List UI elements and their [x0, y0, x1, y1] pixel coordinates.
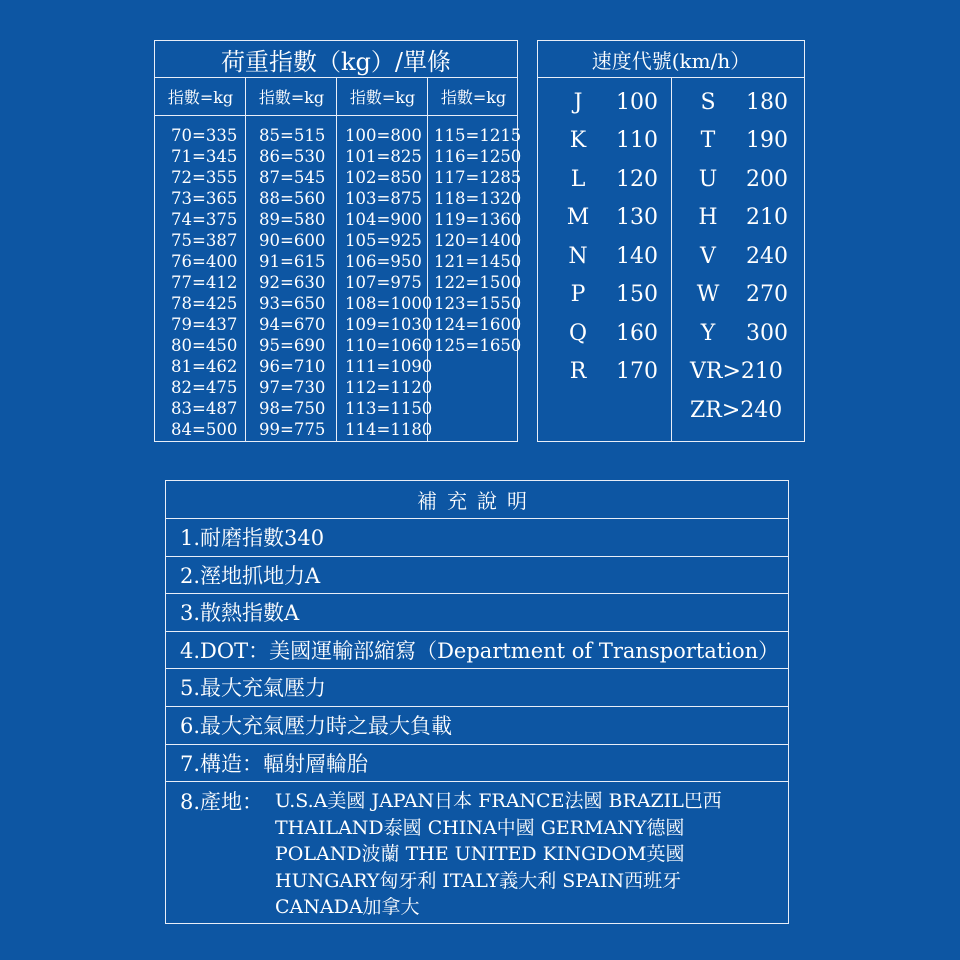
- load-index-header: 指數=kg: [167, 87, 234, 107]
- speed-code: N: [568, 243, 588, 269]
- speed-value: 160: [616, 320, 658, 346]
- speed-value: 140: [616, 243, 658, 269]
- origin-line: CANADA加拿大: [275, 896, 420, 918]
- load-index-entry: 102=850: [345, 168, 422, 187]
- speed-value: 180: [746, 89, 788, 115]
- speed-rating-row: [688, 122, 788, 160]
- speed-code: U: [698, 166, 718, 192]
- speed-code: H: [698, 205, 718, 230]
- load-index-entry: 105=925: [345, 231, 422, 250]
- load-index-header: 指數=kg: [258, 87, 325, 107]
- speed-value: 300: [746, 320, 788, 346]
- speed-value: 100: [616, 89, 658, 115]
- load-index-entry: 101=825: [345, 147, 422, 166]
- speed-rating-row: [558, 160, 658, 198]
- speed-rating-row: [688, 83, 788, 121]
- speed-code: W: [696, 282, 720, 307]
- notes-title: 補充說明: [417, 488, 537, 513]
- load-index-entry: 120=1400: [434, 231, 522, 250]
- load-index-entry: 98=750: [259, 399, 326, 418]
- load-index-title: 荷重指數（kg）/單條: [155, 41, 517, 78]
- load-index-entry: 111=1090: [345, 357, 433, 376]
- speed-rating-row: [688, 160, 788, 198]
- origin-line: HUNGARY匈牙利 ITALY義大利 SPAIN西班牙: [275, 869, 682, 892]
- speed-value: 130: [616, 205, 658, 230]
- load-index-entry: 78=425: [171, 294, 238, 313]
- load-index-entry: 73=365: [171, 189, 238, 208]
- load-index-column: [345, 125, 436, 440]
- supplementary-notes: [165, 480, 789, 924]
- load-index-entry: 100=800: [345, 126, 422, 145]
- load-index-entry: 119=1360: [434, 210, 522, 229]
- load-index-entry: 84=500: [171, 420, 238, 439]
- speed-rating-row: [688, 276, 788, 314]
- speed-value: 110: [616, 128, 658, 153]
- load-index-entry: 123=1550: [434, 294, 522, 313]
- speed-rating-row: [688, 314, 788, 352]
- load-index-entry: 77=412: [171, 273, 238, 292]
- speed-code: K: [569, 128, 587, 153]
- note-item: 4.DOT：美國運輸部縮寫（Department of Transportation）: [166, 631, 788, 668]
- load-index-entry: 121=1450: [434, 252, 522, 271]
- load-index-column: [259, 125, 350, 440]
- speed-rating-row: [558, 237, 658, 275]
- load-index-entry: 104=900: [345, 210, 422, 229]
- speed-value: 210: [746, 205, 788, 230]
- speed-value: 190: [746, 128, 788, 153]
- load-index-entry: 117=1285: [434, 168, 522, 187]
- load-index-entry: 109=1030: [345, 315, 433, 334]
- speed-code: T: [700, 128, 716, 153]
- origin-label: 8.產地：: [180, 790, 264, 814]
- speed-code: J: [573, 89, 583, 115]
- speed-code: L: [570, 166, 586, 192]
- load-index-entry: 122=1500: [434, 273, 522, 292]
- origin-line: POLAND波蘭 THE UNITED KINGDOM英國: [275, 843, 685, 865]
- origin-line: U.S.A美國 JAPAN日本 FRANCE法國 BRAZIL巴西: [275, 790, 722, 812]
- load-index-entry: 95=690: [259, 336, 326, 355]
- load-index-table: [154, 40, 522, 442]
- speed-rating-row: [558, 122, 658, 160]
- speed-rating-extra: VR>210: [690, 359, 783, 384]
- load-index-entry: 91=615: [259, 252, 326, 271]
- load-index-column: [171, 125, 262, 440]
- speed-value: 240: [746, 243, 788, 269]
- load-index-entry: 114=1180: [345, 420, 433, 439]
- column-divider: [671, 77, 672, 441]
- load-index-entry: 106=950: [345, 252, 422, 271]
- load-index-column: [434, 125, 525, 356]
- load-index-entry: 88=560: [259, 189, 326, 208]
- load-index-entry: 75=387: [171, 231, 238, 250]
- speed-rating-row: [558, 199, 658, 237]
- load-index-entry: 74=375: [171, 210, 238, 229]
- note-item: 6.最大充氣壓力時之最大負載: [166, 706, 788, 743]
- load-index-entry: 83=487: [171, 399, 238, 418]
- load-index-entry: 110=1060: [345, 336, 433, 355]
- speed-rating-title: 速度代號(km/h）: [538, 41, 804, 78]
- load-index-entry: 103=875: [345, 189, 422, 208]
- note-item: 3.散熱指數A: [166, 593, 788, 630]
- speed-value: 170: [616, 359, 658, 384]
- load-index-entry: 125=1650: [434, 336, 522, 355]
- note-item: 5.最大充氣壓力: [166, 668, 788, 705]
- load-index-entry: 79=437: [171, 315, 238, 334]
- load-index-entry: 76=400: [171, 252, 238, 271]
- load-index-header: 指數=kg: [440, 87, 507, 107]
- speed-code: R: [569, 359, 587, 384]
- load-index-entry: 93=650: [259, 294, 326, 313]
- speed-rating-row: [558, 353, 658, 391]
- load-index-entry: 113=1150: [345, 399, 433, 418]
- load-index-entry: 115=1215: [434, 126, 522, 145]
- load-index-entry: 81=462: [171, 357, 238, 376]
- load-index-entry: 107=975: [345, 273, 422, 292]
- speed-rating-row: [558, 83, 658, 121]
- speed-value: 270: [746, 282, 788, 307]
- load-index-entry: 71=345: [171, 147, 238, 166]
- load-index-entry: 96=710: [259, 357, 326, 376]
- speed-code: M: [566, 205, 590, 230]
- load-index-entry: 118=1320: [434, 189, 522, 208]
- load-index-entry: 108=1000: [345, 294, 433, 313]
- load-index-entry: 87=545: [259, 168, 326, 187]
- load-index-header: 指數=kg: [349, 87, 416, 107]
- speed-value: 150: [616, 282, 658, 307]
- note-item: 1.耐磨指數340: [166, 518, 788, 555]
- speed-value: 120: [616, 166, 658, 192]
- load-index-entry: 99=775: [259, 420, 326, 439]
- load-index-entry: 94=670: [259, 315, 326, 334]
- speed-value: 200: [746, 166, 788, 192]
- speed-rating-row: [558, 276, 658, 314]
- speed-code: P: [570, 282, 586, 307]
- speed-code: S: [700, 89, 716, 115]
- load-index-entry: 72=355: [171, 168, 238, 187]
- note-item: 2.溼地抓地力A: [166, 556, 788, 593]
- load-index-entry: 92=630: [259, 273, 326, 292]
- load-index-entry: 80=450: [171, 336, 238, 355]
- speed-code: V: [700, 243, 716, 269]
- origin-line: THAILAND泰國 CHINA中國 GERMANY德國: [275, 816, 685, 839]
- load-index-entry: 86=530: [259, 147, 326, 166]
- load-index-entry: 124=1600: [434, 315, 522, 334]
- load-index-entry: 70=335: [171, 126, 238, 145]
- load-index-entry: 112=1120: [345, 378, 433, 397]
- speed-rating-extra: ZR>240: [690, 397, 783, 423]
- origin-list: [275, 788, 722, 921]
- load-index-entry: 82=475: [171, 378, 238, 397]
- speed-rating-row: [688, 237, 788, 275]
- load-index-entry: 89=580: [259, 210, 326, 229]
- speed-rating-row: [688, 199, 788, 237]
- load-index-entry: 116=1250: [434, 147, 522, 166]
- speed-rating-table: [537, 40, 805, 442]
- origin-row: [166, 781, 788, 925]
- speed-rating-row: [558, 314, 658, 352]
- speed-code: Y: [700, 320, 716, 346]
- load-index-entry: 97=730: [259, 378, 326, 397]
- speed-code: Q: [568, 320, 588, 346]
- load-index-entry: 90=600: [259, 231, 326, 250]
- load-index-entry: 85=515: [259, 126, 326, 145]
- note-item: 7.構造：輻射層輪胎: [166, 744, 788, 781]
